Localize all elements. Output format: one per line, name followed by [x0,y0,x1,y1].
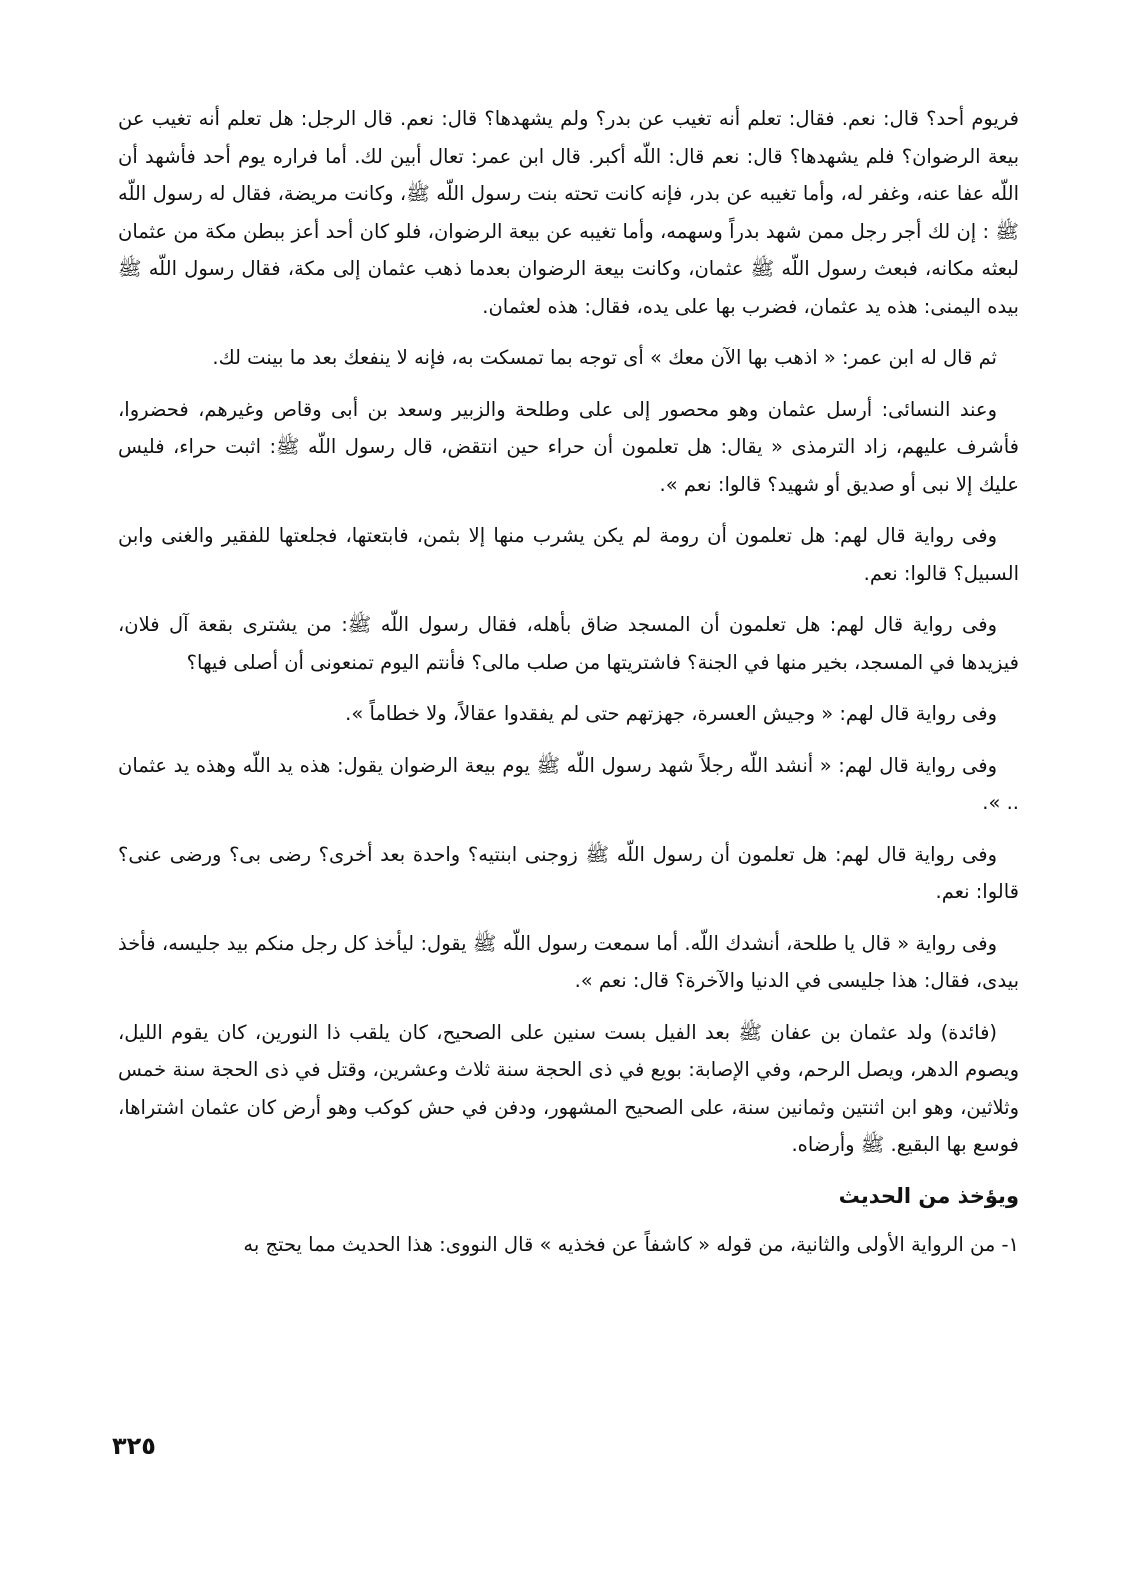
paragraph-final: ١- من الرواية الأولى والثانية، من قوله « كاشفاً عن فخذيه » قال النووى: هذا الحديث مما يحتج به [243,1232,1019,1256]
paragraph-2: ثم قال له ابن عمر: « اذهب بها الآن معك » أى توجه بما تمسكت به، فإنه لا ينفعك بعد ما بينت لك. [212,346,997,369]
paragraph-9: وفى رواية « قال يا طلحة، أنشدك اللّه. أما سمعت رسول اللّه ﷺ يقول: ليأخذ كل رجل منكم بيد جليسه، فأخذ بيدى، فقال: هذا جليسى في الدنيا والآخرة؟ قال: نعم ». [118,931,1019,992]
page-number: ٣٢٥ [112,1432,156,1460]
section-heading: ويؤخذ من الحديث [838,1183,1019,1208]
page-body [118,100,1019,1277]
paragraph-6: وفى رواية قال لهم: « وجيش العسرة، جهزتهم حتى لم يفقدوا عقالاً، ولا خطاماً ». [345,702,997,725]
paragraph-1: فريوم أحد؟ قال: نعم. فقال: تعلم أنه تغيب عن بدر؟ ولم يشهدها؟ قال: نعم. قال الرجل: هل تعلم أنه تغيب عن بيعة الرضوان؟ فلم يشهدها؟ قال: نعم قال: اللّه أكبر. قال ابن عمر: تعال أبين لك. أما فراره يوم أحد فأشهد أن اللّه عفا عنه، وغفر له، وأما تغيبه عن بدر، فإنه كانت تحته بنت رسول اللّه ﷺ، وكانت مريضة، فقال له رسول اللّه ﷺ : إن لك أجر رجل ممن شهد بدراً وسهمه، وأما تغيبه عن بيعة الرضوان، فلو كان أحد أعز ببطن مكة من عثمان لبعثه مكانه، فبعث رسول اللّه ﷺ عثمان، وكانت بيعة الرضوان بعدما ذهب عثمان إلى مكة، فقال رسول اللّه ﷺ بيده اليمنى: هذه يد عثمان، فضرب بها على يده، فقال: هذه لعثمان. [118,107,1019,318]
paragraph-5: وفى رواية قال لهم: هل تعلمون أن المسجد ضاق بأهله، فقال رسول اللّه ﷺ: من يشترى بقعة آل فلان، فيزيدها في المسجد، بخير منها في الجنة؟ فاشتريتها من صلب مالى؟ فأنتم اليوم تمنعونى أن أصلى فيها؟ [118,613,1019,674]
paragraph-4: وفى رواية قال لهم: هل تعلمون أن رومة لم يكن يشرب منها إلا بثمن، فابتعتها، فجلعتها للفقير والغنى وابن السبيل؟ قالوا: نعم. [118,524,1019,585]
paragraph-3: وعند النسائى: أرسل عثمان وهو محصور إلى على وطلحة والزبير وسعد بن أبى وقاص وغيرهم، فحضروا، فأشرف عليهم، زاد الترمذى « يقال: هل تعلمون أن حراء حين انتقض، قال رسول اللّه ﷺ: اثبت حراء، فليس عليك إلا نبى أو صديق أو شهيد؟ قالوا: نعم ». [118,397,1019,496]
paragraph-8: وفى رواية قال لهم: هل تعلمون أن رسول اللّه ﷺ زوجنى ابنتيه؟ واحدة بعد أخرى؟ رضى بى؟ ورضى عنى؟ قالوا: نعم. [118,842,1019,903]
paragraph-7: وفى رواية قال لهم: « أنشد اللّه رجلاً شهد رسول اللّه ﷺ يوم بيعة الرضوان يقول: هذه يد اللّه وهذه يد عثمان .. ». [118,753,1019,814]
paragraph-10: (فائدة) ولد عثمان بن عفان ﷺ بعد الفيل بست سنين على الصحيح، كان يلقب ذا النورين، كان يقوم الليل، ويصوم الدهر، ويصل الرحم، وفي الإصابة: بويع في ذى الحجة سنة ثلاث وعشرين، وقتل في ذى الحجة سنة خمس وثلاثين، وهو ابن اثنتين وثمانين سنة، على الصحيح المشهور، ودفن في حش كوكب وهو أرض كان عثمان اشتراها، فوسع بها البقيع. ﷺ وأرضاه. [118,1020,1019,1156]
